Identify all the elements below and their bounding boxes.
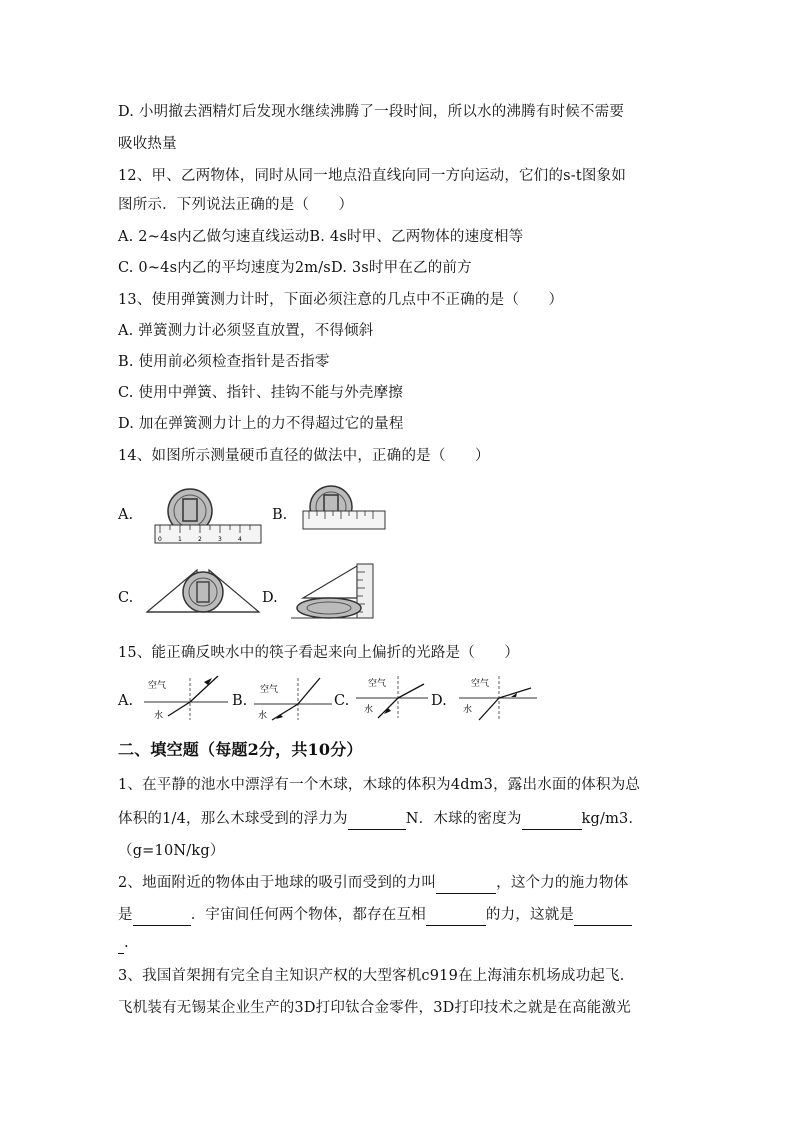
fill-2-text-b: ，这个力的施力物体 bbox=[496, 875, 629, 891]
water-label: 水 bbox=[154, 711, 164, 721]
q15-figure-a bbox=[140, 672, 232, 724]
answer-blank[interactable] bbox=[522, 809, 582, 830]
answer-blank[interactable] bbox=[426, 905, 486, 926]
answer-blank[interactable] bbox=[133, 905, 191, 926]
question-15: 15、能正确反映水中的筷子看起来向上偏折的光路是（ ） bbox=[118, 645, 520, 661]
ruler-tick-label: 3 bbox=[218, 536, 222, 543]
q14-figure-a bbox=[152, 485, 264, 547]
fill-question-1-cont bbox=[118, 809, 643, 830]
q15-label-c: C. bbox=[334, 693, 350, 709]
fill-question-3-cont: 飞机装有无锡某企业生产的3D打印钛合金零件，3D打印技术之就是在高能激光 bbox=[118, 1000, 631, 1016]
q13-option-b: B. 使用前必须检查指针是否指零 bbox=[118, 354, 330, 370]
air-label: 空气 bbox=[260, 685, 279, 695]
q15-label-a: A. bbox=[118, 693, 134, 709]
answer-blank[interactable] bbox=[348, 809, 406, 830]
ruler-tick-label: 0 bbox=[158, 536, 162, 543]
question-14: 14、如图所示测量硬币直径的做法中，正确的是（ ） bbox=[118, 448, 490, 464]
water-label: 水 bbox=[364, 705, 374, 715]
q11-option-d-cont: 吸收热量 bbox=[118, 136, 177, 152]
q11-option-d: D. 小明撤去酒精灯后发现水继续沸腾了一段时间，所以水的沸腾有时候不需要 bbox=[118, 104, 625, 120]
q13-option-a: A. 弹簧测力计必须竖直放置，不得倾斜 bbox=[118, 323, 374, 339]
q15-figure-c bbox=[352, 672, 432, 724]
water-label: 水 bbox=[258, 711, 268, 721]
answer-blank[interactable] bbox=[574, 905, 632, 926]
fill-1-text-b: N．木球的密度为 bbox=[405, 811, 522, 827]
q15-figure-b bbox=[250, 672, 336, 724]
fill-2-text-a: 2、地面附近的物体由于地球的吸引而受到的力叫 bbox=[118, 875, 437, 891]
water-label: 水 bbox=[463, 705, 473, 715]
q14-label-d: D. bbox=[262, 590, 278, 606]
fill-question-2-cont bbox=[118, 905, 632, 926]
answer-blank[interactable] bbox=[436, 873, 496, 894]
q15-figure-d bbox=[455, 672, 541, 724]
air-label: 空气 bbox=[148, 681, 167, 691]
q14-label-b: B. bbox=[272, 507, 288, 523]
q15-label-d: D. bbox=[431, 693, 447, 709]
q14-label-c: C. bbox=[118, 590, 134, 606]
q14-figure-b bbox=[295, 485, 387, 535]
fill-2-text-d: ．宇宙间任何两个物体，都存在互相 bbox=[190, 907, 426, 923]
section-heading: 二、填空题（每题2分，共10分） bbox=[118, 740, 363, 759]
q15-label-b: B. bbox=[232, 693, 248, 709]
fill-question-2-end bbox=[118, 933, 129, 954]
fill-1-text-a: 体积的1/4，那么木球受到的浮力为 bbox=[118, 811, 348, 827]
q13-option-d: D. 加在弹簧测力计上的力不得超过它的量程 bbox=[118, 416, 404, 432]
q12-options-ab: A. 2~4s内乙做匀速直线运动B. 4s时甲、乙两物体的速度相等 bbox=[118, 229, 524, 245]
q14-figure-c bbox=[145, 562, 263, 616]
fill-1-text-c: kg/m3． bbox=[581, 811, 644, 827]
fill-question-2 bbox=[118, 873, 628, 894]
question-12-cont: 图所示．下列说法正确的是（ ） bbox=[118, 197, 354, 213]
ruler-tick-label: 2 bbox=[198, 536, 202, 543]
fill-2-text-c: 是 bbox=[118, 907, 133, 923]
q13-option-c: C. 使用中弹簧、指针、挂钩不能与外壳摩擦 bbox=[118, 385, 403, 401]
fill-question-1-given: （g=10N/kg） bbox=[118, 843, 225, 859]
air-label: 空气 bbox=[368, 679, 387, 689]
q14-label-a: A. bbox=[118, 507, 134, 523]
question-13: 13、使用弹簧测力计时，下面必须注意的几点中不正确的是（ ） bbox=[118, 292, 564, 308]
question-12: 12、甲、乙两物体，同时从同一地点沿直线向同一方向运动，它们的s-t图象如 bbox=[118, 168, 627, 184]
fill-2-text-e: 的力，这就是 bbox=[485, 907, 575, 923]
q12-options-cd: C. 0~4s内乙的平均速度为2m/sD. 3s时甲在乙的前方 bbox=[118, 260, 472, 276]
fill-question-3: 3、我国首架拥有完全自主知识产权的大型客机c919在上海浦东机场成功起飞． bbox=[118, 968, 635, 984]
ruler-tick-label: 1 bbox=[178, 536, 182, 543]
q14-figure-d bbox=[285, 560, 381, 624]
fill-2-period: . bbox=[124, 935, 129, 951]
air-label: 空气 bbox=[471, 679, 490, 689]
ruler-tick-label: 4 bbox=[238, 536, 242, 543]
fill-question-1: 1、在平静的池水中漂浮有一个木球，木球的体积为4dm3，露出水面的体积为总 bbox=[118, 777, 641, 793]
